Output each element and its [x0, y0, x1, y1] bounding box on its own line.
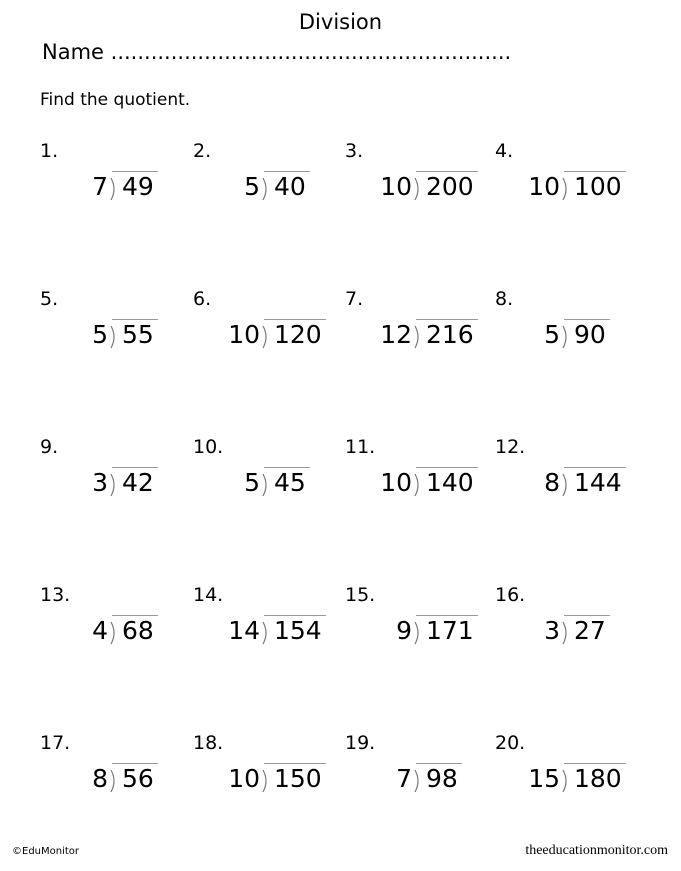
dividend — [120, 320, 158, 350]
division-problem — [495, 140, 645, 220]
dividend — [572, 468, 626, 498]
vinculum-line — [416, 615, 478, 616]
vinculum-line — [112, 467, 158, 468]
dividend-value: 56 — [122, 764, 154, 793]
long-division-expression — [92, 760, 158, 794]
divisor: 12 — [380, 320, 412, 349]
vinculum-line — [416, 467, 478, 468]
division-bracket-icon — [109, 320, 119, 350]
division-bracket-icon — [413, 320, 423, 350]
division-bracket-icon — [561, 172, 571, 202]
division-problem — [40, 436, 190, 516]
dividend-value: 40 — [274, 172, 306, 201]
long-division-expression — [544, 316, 610, 350]
long-division-expression — [244, 168, 310, 202]
dividend-value: 68 — [122, 616, 154, 645]
problem-number: 5. — [40, 288, 59, 310]
problem-number: 9. — [40, 436, 59, 458]
problem-number: 7. — [345, 288, 364, 310]
division-bracket-icon — [109, 172, 119, 202]
dividend — [272, 320, 326, 350]
dividend — [272, 468, 310, 498]
problem-number: 2. — [193, 140, 212, 162]
dividend — [424, 616, 478, 646]
problem-number: 16. — [495, 584, 526, 606]
dividend-value: 120 — [274, 320, 322, 349]
dividend — [572, 764, 626, 794]
dividend-value: 98 — [426, 764, 458, 793]
vinculum-line — [264, 615, 326, 616]
division-problem — [345, 140, 495, 220]
dividend — [120, 616, 158, 646]
instruction-text: Find the quotient. — [40, 90, 191, 110]
problem-number: 12. — [495, 436, 526, 458]
problem-number: 15. — [345, 584, 376, 606]
division-problem — [345, 732, 495, 812]
vinculum-line — [564, 467, 626, 468]
divisor: 10 — [528, 172, 560, 201]
vinculum-line — [564, 763, 626, 764]
divisor: 10 — [228, 764, 260, 793]
long-division-expression — [396, 612, 478, 646]
divisor: 10 — [380, 468, 412, 497]
vinculum-line — [264, 763, 326, 764]
dividend-value: 27 — [574, 616, 606, 645]
division-problem — [40, 288, 190, 368]
vinculum-line — [112, 615, 158, 616]
dividend — [120, 172, 158, 202]
long-division-expression — [396, 760, 462, 794]
dividend-value: 171 — [426, 616, 474, 645]
dividend — [572, 320, 610, 350]
dividend-value: 100 — [574, 172, 622, 201]
divisor: 3 — [92, 468, 108, 497]
vinculum-line — [112, 319, 158, 320]
dividend — [572, 172, 626, 202]
divisor: 5 — [92, 320, 108, 349]
division-problem — [40, 732, 190, 812]
division-problem — [345, 288, 495, 368]
division-bracket-icon — [561, 320, 571, 350]
divisor: 5 — [244, 172, 260, 201]
long-division-expression — [228, 760, 326, 794]
long-division-expression — [528, 168, 626, 202]
division-bracket-icon — [261, 320, 271, 350]
division-bracket-icon — [261, 616, 271, 646]
vinculum-line — [264, 319, 326, 320]
problem-number: 17. — [40, 732, 71, 754]
division-bracket-icon — [109, 468, 119, 498]
dividend — [120, 764, 158, 794]
dividend-value: 216 — [426, 320, 474, 349]
division-problem — [495, 584, 645, 664]
long-division-expression — [380, 464, 478, 498]
division-bracket-icon — [109, 764, 119, 794]
long-division-expression — [528, 760, 626, 794]
vinculum-line — [564, 319, 610, 320]
divisor: 3 — [544, 616, 560, 645]
dividend-value: 144 — [574, 468, 622, 497]
dividend-value: 42 — [122, 468, 154, 497]
dividend — [424, 764, 462, 794]
division-problem — [495, 288, 645, 368]
divisor: 7 — [92, 172, 108, 201]
dividend-value: 140 — [426, 468, 474, 497]
dividend-value: 45 — [274, 468, 306, 497]
vinculum-line — [112, 763, 158, 764]
problem-number: 11. — [345, 436, 376, 458]
dividend-value: 90 — [574, 320, 606, 349]
vinculum-line — [564, 171, 626, 172]
vinculum-line — [416, 319, 478, 320]
long-division-expression — [544, 612, 610, 646]
vinculum-line — [564, 615, 610, 616]
dividend — [272, 172, 310, 202]
problem-number: 13. — [40, 584, 71, 606]
dividend-value: 150 — [274, 764, 322, 793]
dividend — [272, 616, 326, 646]
division-bracket-icon — [561, 468, 571, 498]
divisor: 14 — [228, 616, 260, 645]
copyright-text: ©EduMonitor — [12, 846, 80, 857]
dividend-value: 49 — [122, 172, 154, 201]
division-bracket-icon — [261, 764, 271, 794]
dividend — [120, 468, 158, 498]
long-division-expression — [92, 168, 158, 202]
dividend — [424, 468, 478, 498]
vinculum-line — [416, 171, 478, 172]
problem-number: 20. — [495, 732, 526, 754]
division-problem — [193, 584, 343, 664]
division-bracket-icon — [413, 172, 423, 202]
divisor: 4 — [92, 616, 108, 645]
problem-number: 6. — [193, 288, 212, 310]
dividend-value: 55 — [122, 320, 154, 349]
division-problem — [345, 436, 495, 516]
division-problem — [40, 140, 190, 220]
name-dotted-line: ............................................................ — [110, 40, 512, 64]
division-bracket-icon — [413, 764, 423, 794]
long-division-expression — [380, 316, 478, 350]
website-text: theeducationmonitor.com — [525, 843, 668, 858]
division-problem — [40, 584, 190, 664]
vinculum-line — [264, 171, 310, 172]
name-field — [42, 40, 511, 64]
dividend-value: 180 — [574, 764, 622, 793]
division-problem — [193, 140, 343, 220]
divisor: 8 — [92, 764, 108, 793]
division-problem — [193, 732, 343, 812]
dividend — [272, 764, 326, 794]
problem-number: 1. — [40, 140, 59, 162]
problem-number: 8. — [495, 288, 514, 310]
divisor: 10 — [228, 320, 260, 349]
division-bracket-icon — [261, 172, 271, 202]
divisor: 10 — [380, 172, 412, 201]
problem-number: 4. — [495, 140, 514, 162]
division-problem — [193, 288, 343, 368]
divisor: 7 — [396, 764, 412, 793]
worksheet-title: Division — [298, 10, 383, 34]
problem-number: 14. — [193, 584, 224, 606]
problem-number: 18. — [193, 732, 224, 754]
division-bracket-icon — [561, 764, 571, 794]
long-division-expression — [228, 612, 326, 646]
divisor: 9 — [396, 616, 412, 645]
divisor: 8 — [544, 468, 560, 497]
dividend — [572, 616, 610, 646]
division-problem — [193, 436, 343, 516]
divisor: 5 — [544, 320, 560, 349]
division-bracket-icon — [413, 616, 423, 646]
dividend — [424, 320, 478, 350]
long-division-expression — [544, 464, 626, 498]
long-division-expression — [92, 464, 158, 498]
long-division-expression — [92, 612, 158, 646]
division-bracket-icon — [413, 468, 423, 498]
division-problem — [345, 584, 495, 664]
dividend-value: 200 — [426, 172, 474, 201]
long-division-expression — [92, 316, 158, 350]
long-division-expression — [228, 316, 326, 350]
long-division-expression — [244, 464, 310, 498]
divisor: 15 — [528, 764, 560, 793]
division-bracket-icon — [109, 616, 119, 646]
problem-number: 10. — [193, 436, 224, 458]
problem-number: 3. — [345, 140, 364, 162]
dividend-value: 154 — [274, 616, 322, 645]
division-problem — [495, 436, 645, 516]
vinculum-line — [416, 763, 462, 764]
divisor: 5 — [244, 468, 260, 497]
problem-number: 19. — [345, 732, 376, 754]
division-problem — [495, 732, 645, 812]
vinculum-line — [112, 171, 158, 172]
division-bracket-icon — [561, 616, 571, 646]
name-label: Name — [42, 40, 104, 64]
division-bracket-icon — [261, 468, 271, 498]
vinculum-line — [264, 467, 310, 468]
dividend — [424, 172, 478, 202]
long-division-expression — [380, 168, 478, 202]
